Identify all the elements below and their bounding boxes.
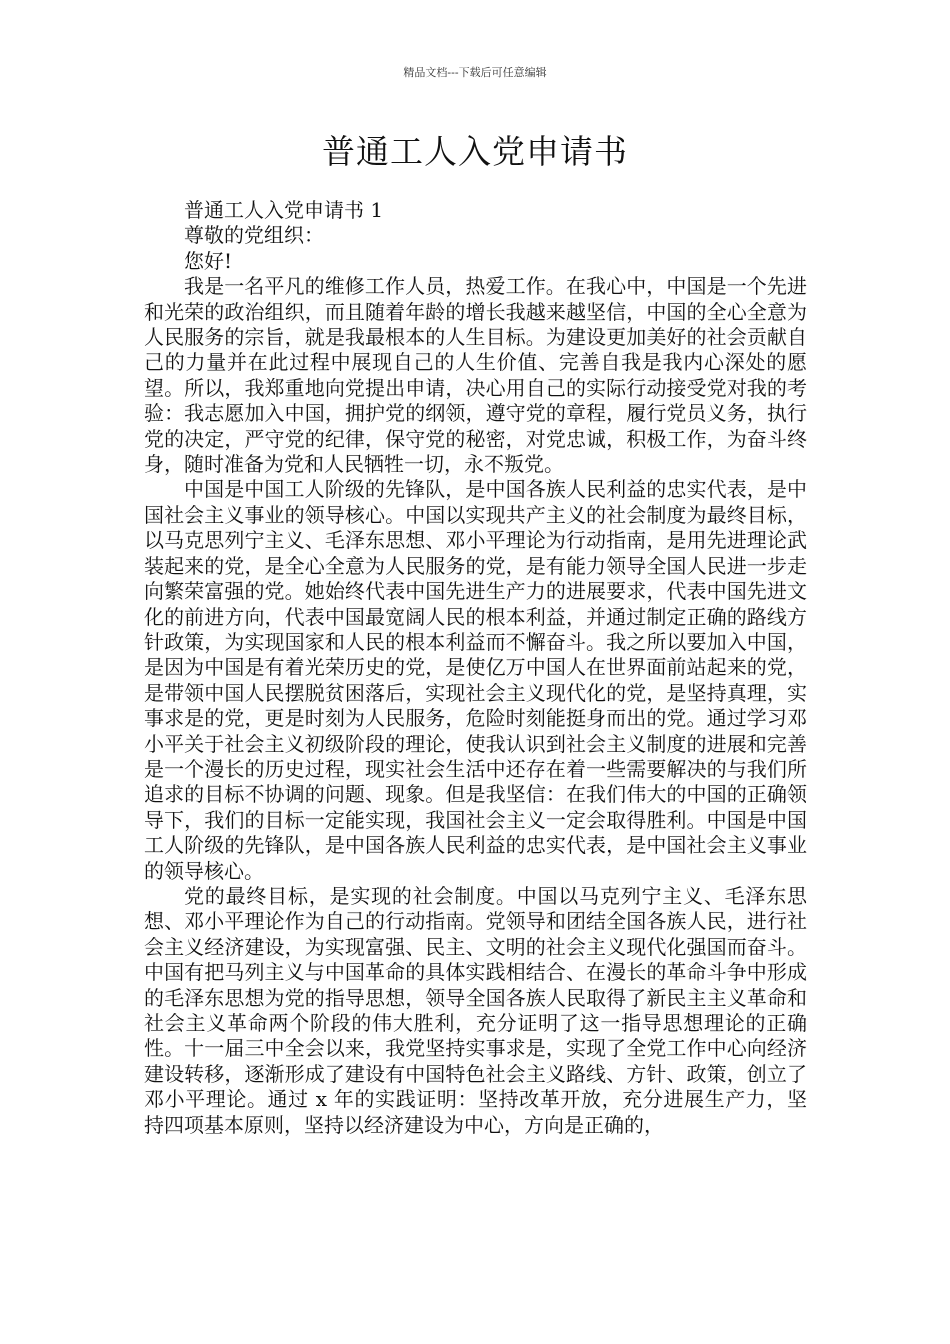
greeting: 您好! (184, 248, 233, 273)
document-subtitle: 普通工人入党申请书 1 (184, 198, 384, 222)
document-body (144, 198, 807, 1138)
salutation: 尊敬的党组织： (184, 223, 324, 248)
paragraph-1: 我是一名平凡的维修工作人员，热爱工作。在我心中，中国是一个先进和光荣的政治组织，而且随着年龄的增长我越来越坚信，中国的全心全意为人民服务的宗旨，就是我最根本的人生目标。为建设更加美好的社会贡献自己的力量并在此过程中展现自己的人生价值、完善自我是我内心深处的愿望。所以，我郑重地向党提出申请，决心用自己的实际行动接受党对我的考验：我志愿加入中国，拥护党的纲领，遵守党的章程，履行党员义务，执行党的决定，严守党的纪律，保守党的秘密，对党忠诚，积极工作，为奋斗终身，随时准备为党和人民牺牲一切，永不叛党。 (144, 274, 807, 477)
paragraph-3: 党的最终目标，是实现的社会制度。中国以马克列宁主义、毛泽东思想、邓小平理论作为自己的行动指南。党领导和团结全国各族人民，进行社会主义经济建设，为实现富强、民主、文明的社会主义现代化强国而奋斗。中国有把马列主义与中国革命的具体实践相结合、在漫长的革命斗争中形成的毛泽东思想为党的指导思想，领导全国各族人民取得了新民主主义革命和社会主义革命两个阶段的伟大胜利，充分证明了这一指导思想理论的正确性。十一届三中全会以来，我党坚持实事求是，实现了全党工作中心向经济建设转移，逐渐形成了建设有中国特色社会主义路线、方针、政策，创立了邓小平理论。通过 x 年的实践证明：坚持改革开放，充分进展生产力，坚持四项基本原则，坚持以经济建设为中心，方向是正确的， (144, 883, 807, 1137)
header-note: 精品文档---下载后可任意编辑 (403, 66, 547, 79)
document-title: 普通工人入党申请书 (322, 132, 628, 171)
paragraph-2: 中国是中国工人阶级的先锋队，是中国各族人民利益的忠实代表，是中国社会主义事业的领导核心。中国以实现共产主义的社会制度为最终目标，以马克思列宁主义、毛泽东思想、邓小平理论为行动指南，是用先进理论武装起来的党，是全心全意为人民服务的党，是有能力领导全国人民进一步走向繁荣富强的党。她始终代表中国先进生产力的进展要求，代表中国先进文化的前进方向，代表中国最宽阔人民的根本利益，并通过制定正确的路线方针政策，为实现国家和人民的根本利益而不懈奋斗。我之所以要加入中国，是因为中国是有着光荣历史的党，是使亿万中国人在世界面前站起来的党，是带领中国人民摆脱贫困落后，实现社会主义现代化的党，是坚持真理，实事求是的党，更是时刻为人民服务，危险时刻能挺身而出的党。通过学习邓小平关于社会主义初级阶段的理论，使我认识到社会主义制度的进展和完善是一个漫长的历史过程，现实社会生活中还存在着一些需要解决的与我们所追求的目标不协调的问题、现象。但是我坚信：在我们伟大的中国的正确领导下，我们的目标一定能实现，我国社会主义一定会取得胜利。中国是中国工人阶级的先锋队，是中国各族人民利益的忠实代表，是中国社会主义事业的领导核心。 (144, 477, 807, 883)
